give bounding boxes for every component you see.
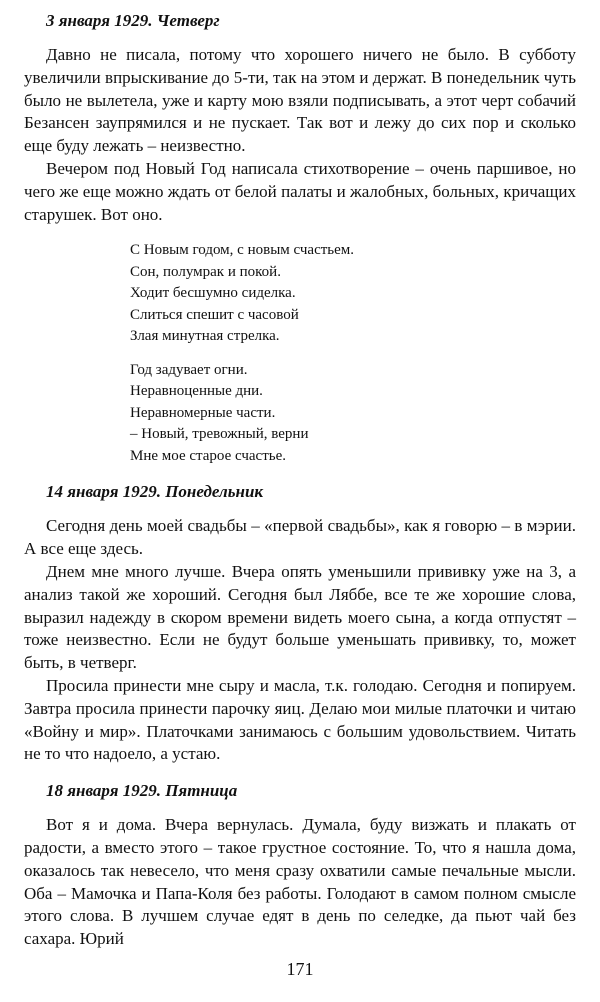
entry-heading: 18 января 1929. Пятница <box>46 781 238 801</box>
poem-line: – Новый, тревожный, верни <box>130 426 309 443</box>
poem-stanza <box>130 360 576 468</box>
poem-line: Слиться спешит с часовой <box>130 306 299 323</box>
poem-line: С Новым годом, с новым счастьем. <box>130 242 355 259</box>
paragraph: Вот я и дома. Вчера вернулась. Думала, буду визжать и плакать от радости, а вместо этого – такое грустное состояние. То, что я нашла дома, оказалось так невесело, что меня сразу охватили самые печальные мысли. Оба – Мамочка и Папа-Коля без работы. Голодают в самом полном смысле этого слова. В лучшем случае едят в день по селедке, да пьют чай без сахара. Юрий <box>24 815 576 949</box>
poem-line: Мне мое старое счастье. <box>130 447 287 464</box>
page-number: 171 <box>286 959 314 979</box>
book-page <box>24 10 576 965</box>
poem-line: Неравноценные дни. <box>130 383 263 400</box>
poem-line: Неравномерные части. <box>130 404 276 421</box>
poem-line: Год задувает огни. <box>130 361 248 378</box>
diary-entry-jan-18 <box>24 780 576 951</box>
diary-entry-jan-3 <box>24 10 576 467</box>
poem-line: Злая минутная стрелка. <box>130 328 280 345</box>
paragraph: Давно не писала, потому что хорошего ничего не было. В субботу увеличили впрыскивание до 5-ти, так на этом и держат. В понедельник чуть было не вылетела, уже и карту мою взяли подписывать, а этот черт собачий Безансен заупрямился и не пускает. Так вот и лежу до сих пор и сколько еще буду лежать – неизвестно. <box>24 45 576 156</box>
paragraph: Днем мне много лучше. Вчера опять уменьшили прививку уже на 3, а анализ такой же хороший. Сегодня был Ляббе, все те же хорошие слова, выразил надежду в скором времени видеть моего сына, а когда отпустят – тоже неизвестно. Если не будут больше уменьшать прививку, то, может быть, в четверг. <box>24 561 576 673</box>
poem-line: Сон, полумрак и покой. <box>130 263 281 280</box>
poem-stanza <box>130 240 576 348</box>
paragraph: Просила принести мне сыру и масла, т.к. голодаю. Сегодня и попируем. Завтра просила принести парочку яиц. Делаю мои милые платочки и читаю «Войну и мир». Платочками занимаюсь с большим удовольствием. Читать не то что надоело, а устаю. <box>24 675 576 764</box>
poem <box>130 240 576 467</box>
poem-line: Ходит бесшумно сиделка. <box>130 285 296 302</box>
paragraph: Вечером под Новый Год написала стихотворение – очень паршивое, но чего же еще можно ждать от белой палаты и жалобных, больных, кричащих старушек. Вот оно. <box>24 158 576 224</box>
entry-heading: 14 января 1929. Понедельник <box>46 482 264 502</box>
diary-entry-jan-14 <box>24 481 576 766</box>
entry-heading: 3 января 1929. Четверг <box>46 11 220 30</box>
paragraph: Сегодня день моей свадьбы – «первой свадьбы», как я говорю – в мэрии. А все еще здесь. <box>24 516 576 559</box>
